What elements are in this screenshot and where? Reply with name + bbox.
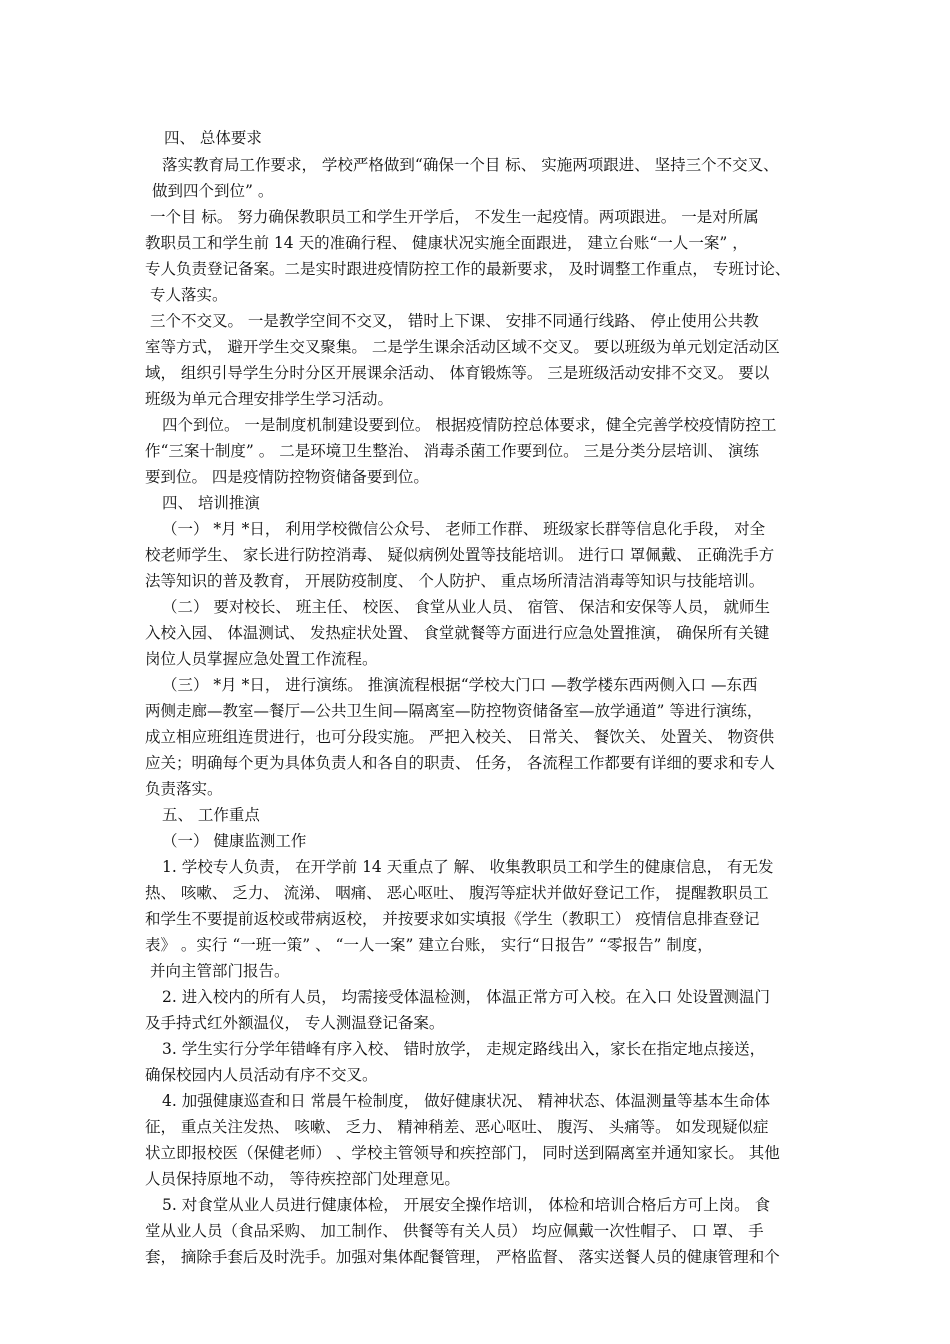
- paragraph-line: 2. 进入校内的所有人员， 均需接受体温检测， 体温正常方可入校。在入口 处设置测温门: [162, 988, 770, 1006]
- section-heading-overall-requirements: 四、 总体要求: [164, 129, 262, 147]
- paragraph-line: 要到位。 四是疫情防控物资储备要到位。: [145, 468, 429, 486]
- paragraph-line: 一个目 标。 努力确保教职员工和学生开学后， 不发生一起疫情。两项跟进。 一是对所属: [150, 208, 759, 226]
- paragraph-line: 岗位人员掌握应急处置工作流程。: [145, 650, 378, 668]
- paragraph-line: 3. 学生实行分学年错峰有序入校、 错时放学， 走规定路线出入，家长在指定地点接送，: [162, 1040, 766, 1058]
- paragraph-line: 做到四个到位” 。: [152, 182, 274, 200]
- paragraph-line: 两侧走廊—教室—餐厅—公共卫生间—隔离室—防控物资储备室—放学通道” 等进行演练，: [145, 702, 763, 720]
- paragraph-line: 法等知识的普及教育， 开展防疫制度、 个人防护、 重点场所清洁消毒等知识与技能培训。: [145, 572, 765, 590]
- paragraph-line: 状立即报校医（保健老师） 、学校主管领导和疾控部门， 同时送到隔离室并通知家长。 其他: [145, 1144, 780, 1162]
- paragraph-line: （三） *月 *日， 进行演练。 推演流程根据“学校大门口 —教学楼东西两侧入口 —东西: [162, 676, 758, 694]
- paragraph-line: 人员保持原地不动， 等待疾控部门处理意见。: [145, 1170, 460, 1188]
- paragraph-line: 确保校园内人员活动有序不交叉。: [145, 1066, 378, 1084]
- paragraph-line: 负责落实。: [145, 780, 223, 798]
- paragraph-line: 专人负责登记备案。二是实时跟进疫情防控工作的最新要求， 及时调整工作重点， 专班讨论、: [145, 260, 791, 278]
- paragraph-line: 三个不交叉。 一是教学空间不交叉， 错时上下课、 安排不同通行线路、 停止使用公共教: [150, 312, 759, 330]
- paragraph-line: 4. 加强健康巡查和日 常晨午检制度， 做好健康状况、 精神状态、体温测量等基本生命体: [162, 1092, 770, 1110]
- paragraph-line: 及手持式红外额温仪， 专人测温登记备案。: [145, 1014, 445, 1032]
- paragraph-line: 热、 咳嗽、 乏力、 流涕、 咽痛、 恶心呕吐、 腹泻等症状并做好登记工作， 提醒教职员工: [145, 884, 769, 902]
- paragraph-line: 和学生不要提前返校或带病返校， 并按要求如实填报《学生（教职工） 疫情信息排查登记: [145, 910, 760, 928]
- paragraph-line: 专人落实。: [150, 286, 228, 304]
- paragraph-line: 征， 重点关注发热、 咳嗽、 乏力、 精神稍差、恶心呕吐、 腹泻、 头痛等。 如发现疑似症: [145, 1118, 769, 1136]
- paragraph-line: 作“三案十制度” 。 二是环境卫生整治、 消毒杀菌工作要到位。 三是分类分层培训、 演练: [145, 442, 759, 460]
- paragraph-line: 5. 对食堂从业人员进行健康体检， 开展安全操作培训， 体检和培训合格后方可上岗。 食: [162, 1196, 770, 1214]
- paragraph-line: 入校入园、 体温测试、 发热症状处置、 食堂就餐等方面进行应急处置推演， 确保所有关键: [145, 624, 770, 642]
- paragraph-line: 1. 学校专人负责， 在开学前 14 天重点了 解、 收集教职员工和学生的健康信息， 有无发: [162, 858, 774, 876]
- paragraph-line: 教职员工和学生前 14 天的准确行程、 健康状况实施全面跟进， 建立台账“一人一案” ，: [145, 234, 748, 252]
- section-heading-work-priorities: 五、 工作重点: [162, 806, 260, 824]
- paragraph-line: 室等方式， 避开学生交叉聚集。 二是学生课余活动区域不交叉。 要以班级为单元划定活动区: [145, 338, 780, 356]
- paragraph-line: 域， 组织引导学生分时分区开展课余活动、 体育锻炼等。 三是班级活动安排不交叉。 要以: [145, 364, 770, 382]
- paragraph-line: 应关；明确每个更为具体负责人和各自的职责、 任务， 各流程工作都要有详细的要求和专人: [145, 754, 775, 772]
- paragraph-line: 堂从业人员（食品采购、 加工制作、 供餐等有关人员） 均应佩戴一次性帽子、 口 罩、 手: [145, 1222, 764, 1240]
- section-heading-training-drills: 四、 培训推演: [162, 494, 260, 512]
- paragraph-line: （一） *月 *日， 利用学校微信公众号、 老师工作群、 班级家长群等信息化手段， 对全: [162, 520, 766, 538]
- paragraph-line: 并向主管部门报告。: [150, 962, 290, 980]
- paragraph-line: 四个到位。 一是制度机制建设要到位。 根据疫情防控总体要求，健全完善学校疫情防控工: [162, 416, 777, 434]
- paragraph-line: 表》 。实行 “一班一策” 、 “一人一案” 建立台账， 实行“日报告” “零报告” 制度，: [145, 936, 713, 954]
- subsection-heading-health-monitoring: （一） 健康监测工作: [162, 832, 307, 850]
- paragraph-line: 校老师学生、 家长进行防控消毒、 疑似病例处置等技能培训。 进行口 罩佩戴、 正确洗手方: [145, 546, 775, 564]
- paragraph-line: 落实教育局工作要求， 学校严格做到“确保一个目 标、 实施两项跟进、 坚持三个不交叉、: [162, 156, 779, 174]
- paragraph-line: 成立相应班组连贯进行，也可分段实施。 严把入校关、 日常关、 餐饮关、 处置关、 物资供: [145, 728, 775, 746]
- paragraph-line: 套， 摘除手套后及时洗手。加强对集体配餐管理， 严格监督、 落实送餐人员的健康管理和个: [145, 1248, 780, 1266]
- paragraph-line: （二） 要对校长、 班主任、 校医、 食堂从业人员、 宿管、 保洁和安保等人员， 就师生: [162, 598, 770, 616]
- paragraph-line: 班级为单元合理安排学生学习活动。: [145, 390, 394, 408]
